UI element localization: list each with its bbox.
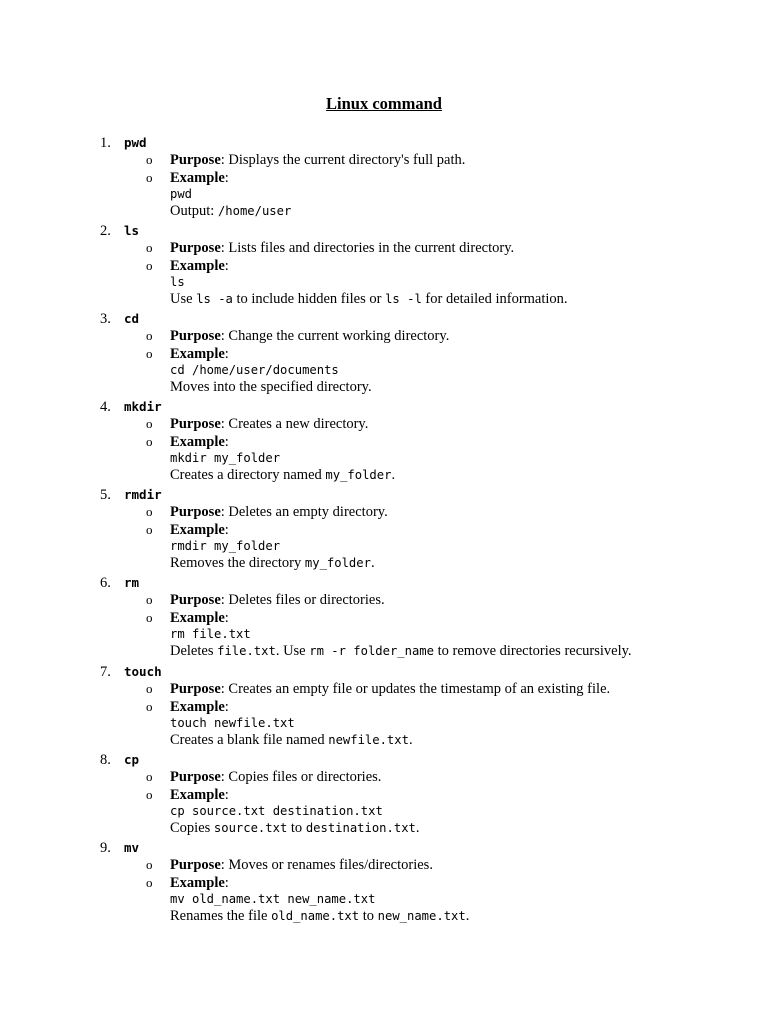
command-number: 4.: [100, 399, 111, 416]
note-text: Deletes: [170, 643, 218, 660]
purpose-line: [170, 415, 368, 433]
purpose-label: Purpose: [170, 240, 221, 257]
command-item: [0, 750, 768, 838]
purpose-label: Purpose: [170, 768, 221, 785]
command-item: [0, 485, 768, 573]
example-note: [170, 642, 632, 660]
example-label: Example: [170, 170, 225, 186]
bullet-icon: o: [146, 680, 153, 696]
example-colon: :: [224, 874, 229, 891]
note-text: for detailed information.: [421, 291, 568, 308]
bullet-icon: o: [146, 856, 153, 872]
example-code: ls: [170, 275, 185, 290]
example-code: rmdir my_folder: [170, 539, 281, 554]
inline-code: my_folder: [304, 556, 371, 571]
command-item: [0, 573, 768, 661]
example-label: Example: [170, 258, 225, 275]
purpose-label: Purpose: [170, 856, 221, 873]
purpose-text: : Change the current working directory.: [220, 328, 450, 345]
example-note: [170, 202, 291, 220]
bullet-icon: o: [146, 610, 153, 626]
purpose-line: [170, 239, 514, 257]
example-line: [170, 786, 229, 804]
note-text: .: [408, 731, 413, 748]
example-label: Example: [170, 610, 225, 627]
command-item: [0, 662, 768, 750]
example-label: Example: [170, 346, 225, 363]
bullet-icon: o: [146, 786, 153, 802]
purpose-label: Purpose: [170, 504, 221, 521]
note-text: to remove directories recursively.: [434, 643, 632, 660]
note-text: Moves into the specified directory.: [170, 379, 372, 396]
purpose-text: : Moves or renames files/directories.: [220, 856, 433, 873]
command-name: mkdir: [124, 399, 162, 415]
bullet-icon: o: [146, 874, 153, 890]
inline-code: ls -a: [196, 292, 233, 307]
purpose-text: : Lists files and directories in the current directory.: [220, 240, 515, 257]
example-label: Example: [170, 874, 225, 891]
bullet-icon: o: [146, 698, 153, 714]
purpose-line: [170, 768, 381, 786]
bullet-icon: o: [146, 416, 153, 432]
command-name: pwd: [124, 135, 147, 150]
note-text: Copies: [170, 819, 214, 836]
example-label: Example: [170, 698, 225, 715]
example-line: [170, 874, 229, 892]
command-item: [0, 309, 768, 397]
command-item: [0, 838, 768, 926]
inline-code: my_folder: [325, 468, 392, 483]
example-note: [170, 819, 420, 837]
note-text: Creates a directory named: [170, 467, 326, 484]
example-code: cp source.txt destination.txt: [170, 803, 383, 818]
purpose-text: : Deletes files or directories.: [220, 592, 385, 609]
note-text: to: [359, 907, 378, 924]
example-colon: :: [224, 434, 229, 451]
command-item: [0, 221, 768, 309]
example-note: [170, 731, 413, 749]
purpose-line: [170, 151, 465, 169]
purpose-text: : Deletes an empty directory.: [220, 504, 388, 521]
note-text: . Use: [275, 643, 310, 660]
example-note: [170, 466, 395, 484]
bullet-icon: o: [146, 592, 153, 608]
purpose-line: [170, 856, 433, 874]
command-number: 7.: [100, 663, 111, 680]
command-name: rm: [124, 575, 140, 591]
command-number: 8.: [100, 751, 111, 768]
purpose-label: Purpose: [170, 680, 221, 697]
command-number: 1.: [100, 135, 111, 151]
example-label: Example: [170, 434, 225, 451]
command-number: 6.: [100, 575, 111, 592]
command-name: touch: [124, 663, 162, 679]
purpose-label: Purpose: [170, 152, 221, 168]
note-text: Removes the directory: [170, 555, 305, 572]
inline-code: ls -l: [385, 292, 422, 307]
example-note: [170, 907, 469, 925]
purpose-text: : Creates an empty file or updates the timestamp of an existing file.: [220, 680, 611, 697]
example-line: [170, 433, 229, 451]
purpose-text: : Displays the current directory's full path.: [220, 152, 466, 168]
note-text: Use: [170, 291, 197, 308]
command-number: 5.: [100, 487, 111, 504]
example-colon: :: [224, 522, 229, 539]
example-colon: :: [224, 610, 229, 627]
example-line: [170, 521, 229, 539]
example-colon: :: [224, 346, 229, 363]
command-name: cd: [124, 311, 140, 327]
example-note: [170, 554, 375, 572]
command-list: [0, 133, 768, 926]
purpose-line: [170, 503, 388, 521]
example-colon: :: [224, 698, 229, 715]
note-text: Creates a blank file named: [170, 731, 329, 748]
example-code: cd /home/user/documents: [170, 363, 339, 378]
purpose-label: Purpose: [170, 592, 221, 609]
bullet-icon: o: [146, 434, 153, 450]
command-name: cp: [124, 751, 140, 767]
command-item: [0, 133, 768, 221]
note-text: .: [415, 819, 420, 836]
command-item: [0, 397, 768, 485]
inline-code: /home/user: [217, 204, 292, 218]
bullet-icon: o: [146, 328, 153, 344]
example-line: [170, 169, 229, 187]
bullet-icon: o: [146, 522, 153, 538]
purpose-line: [170, 327, 449, 345]
note-text: Output:: [170, 203, 218, 219]
bullet-icon: o: [146, 504, 153, 520]
example-code: rm file.txt: [170, 627, 251, 642]
command-number: 9.: [100, 839, 111, 856]
example-line: [170, 257, 229, 275]
document-title: Linux command: [326, 94, 442, 113]
note-text: .: [370, 555, 375, 572]
example-line: [170, 609, 229, 627]
example-note: [170, 378, 372, 396]
inline-code: source.txt: [213, 820, 288, 835]
purpose-label: Purpose: [170, 416, 221, 433]
example-note: [170, 290, 568, 308]
inline-code: newfile.txt: [328, 732, 409, 747]
example-colon: :: [224, 786, 229, 803]
example-colon: :: [224, 170, 229, 186]
purpose-label: Purpose: [170, 328, 221, 345]
example-line: [170, 698, 229, 716]
note-text: .: [465, 907, 470, 924]
example-code: mkdir my_folder: [170, 451, 281, 466]
example-line: [170, 345, 229, 363]
purpose-line: [170, 591, 385, 609]
example-code: touch newfile.txt: [170, 715, 295, 730]
example-label: Example: [170, 786, 225, 803]
note-text: to: [287, 819, 306, 836]
command-name: ls: [124, 223, 140, 239]
bullet-icon: o: [146, 170, 153, 185]
inline-code: rm -r folder_name: [309, 644, 434, 659]
purpose-line: [170, 680, 610, 698]
example-label: Example: [170, 522, 225, 539]
example-code: pwd: [170, 187, 193, 201]
bullet-icon: o: [146, 152, 153, 167]
bullet-icon: o: [146, 768, 153, 784]
command-number: 3.: [100, 311, 111, 328]
command-name: rmdir: [124, 487, 162, 503]
purpose-text: : Creates a new directory.: [220, 416, 369, 433]
bullet-icon: o: [146, 346, 153, 362]
bullet-icon: o: [146, 258, 153, 274]
example-colon: :: [224, 258, 229, 275]
inline-code: old_name.txt: [271, 908, 360, 923]
purpose-text: : Copies files or directories.: [220, 768, 382, 785]
bullet-icon: o: [146, 240, 153, 256]
note-text: Renames the file: [170, 907, 272, 924]
example-code: mv old_name.txt new_name.txt: [170, 891, 376, 906]
command-name: mv: [124, 839, 140, 855]
inline-code: file.txt: [217, 644, 276, 659]
inline-code: destination.txt: [305, 820, 416, 835]
inline-code: new_name.txt: [377, 908, 466, 923]
command-number: 2.: [100, 223, 111, 240]
note-text: .: [391, 467, 396, 484]
note-text: to include hidden files or: [232, 291, 386, 308]
